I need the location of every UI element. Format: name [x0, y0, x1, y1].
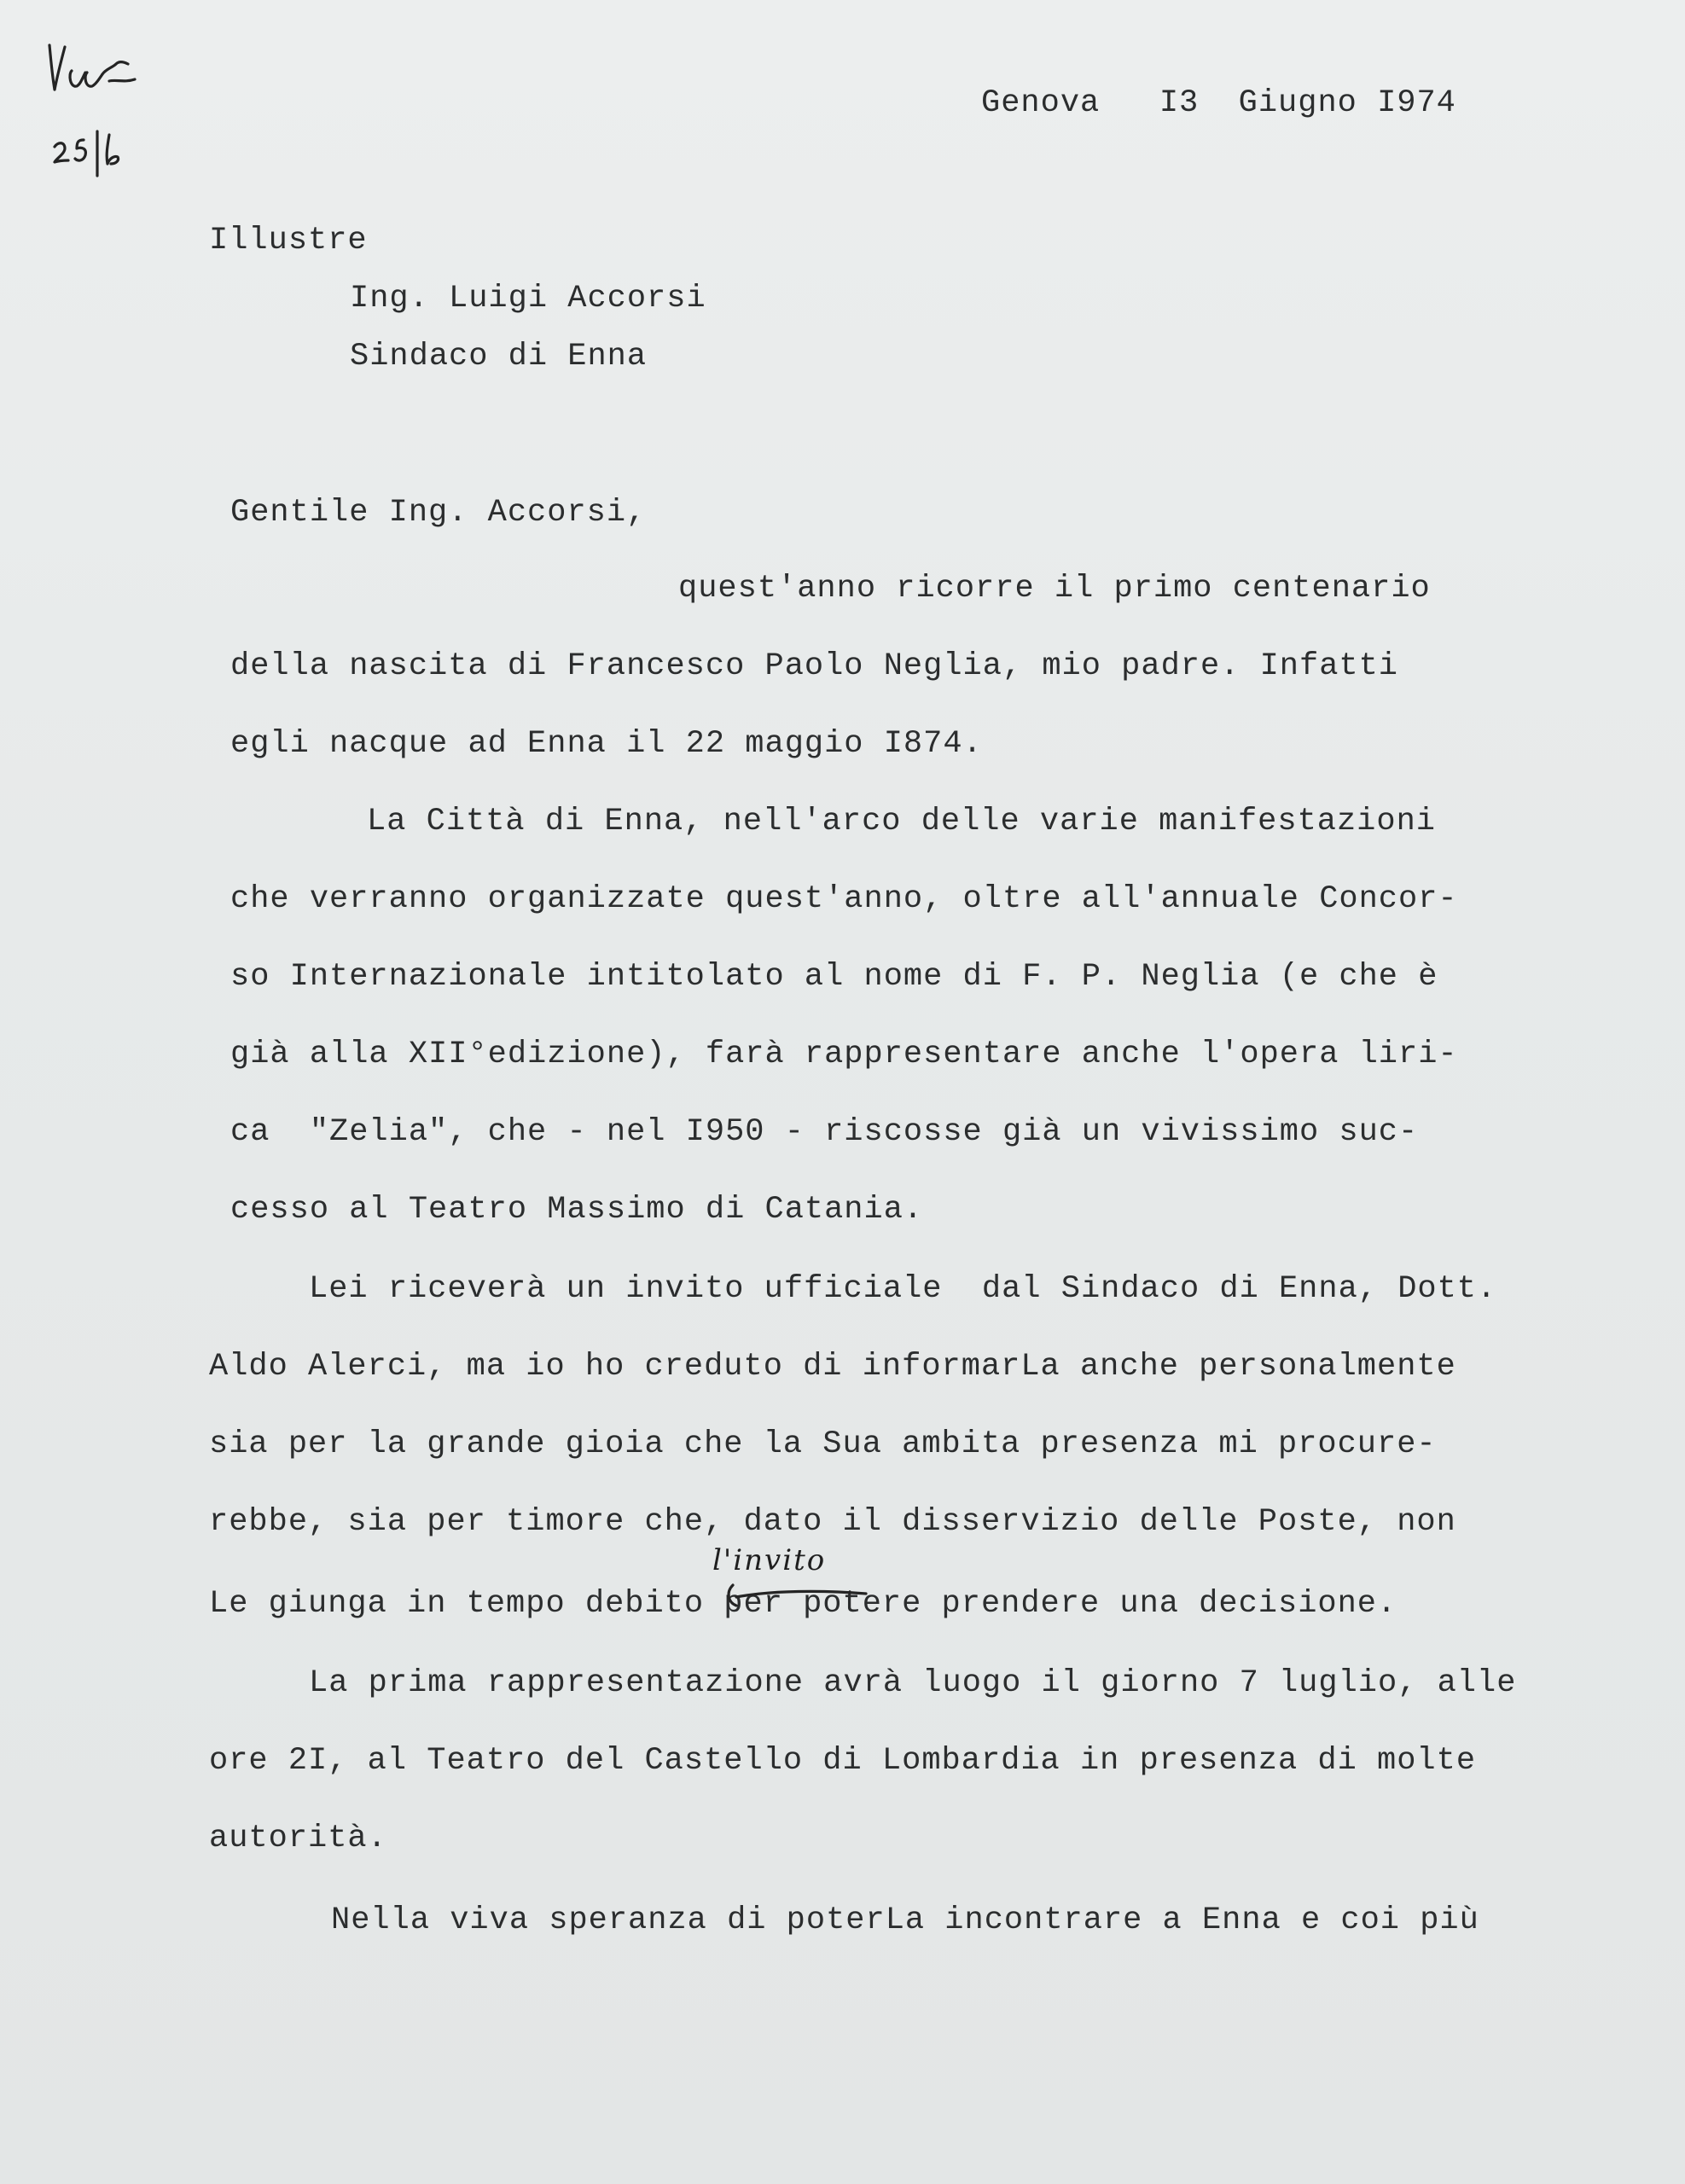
- place-date: Genova I3 Giugno I974: [981, 85, 1456, 121]
- paragraph-2-line: cesso al Teatro Massimo di Catania.: [230, 1192, 924, 1228]
- handwritten-initials: [43, 38, 154, 98]
- recipient-name: Ing. Luigi Accorsi: [350, 281, 706, 317]
- recipient-role: Sindaco di Enna: [350, 339, 648, 375]
- greeting: Gentile Ing. Accorsi,: [230, 495, 647, 531]
- paragraph-5-line: Nella viva speranza di poterLa incontrare a Enna e coi più: [331, 1902, 1479, 1938]
- paragraph-3-line: Aldo Alerci, ma io ho creduto di informarLa anche personalmente: [209, 1349, 1456, 1385]
- paragraph-3-line: rebbe, sia per timore che, dato il disservizio delle Poste, non: [209, 1504, 1456, 1540]
- paragraph-3-line: Le giunga in tempo debito per potere prendere una decisione.: [209, 1586, 1397, 1622]
- paragraph-2-line: che verranno organizzate quest'anno, oltre all'annuale Concor-: [230, 881, 1458, 917]
- paragraph-3-line: Lei riceverà un invito ufficiale dal Sindaco di Enna, Dott.: [309, 1271, 1497, 1307]
- paragraph-1-line: egli nacque ad Enna il 22 maggio I874.: [230, 726, 983, 762]
- paragraph-4-line: La prima rappresentazione avrà luogo il giorno 7 luglio, alle: [309, 1665, 1517, 1701]
- handwritten-insert: l'invito: [712, 1543, 827, 1577]
- handwritten-insert-mark: [721, 1577, 892, 1611]
- paragraph-1-line: della nascita di Francesco Paolo Neglia, mio padre. Infatti: [230, 648, 1399, 684]
- paragraph-4-line: autorità.: [209, 1821, 387, 1856]
- handwritten-date-note: [49, 128, 143, 179]
- paragraph-3-line: sia per la grande gioia che la Sua ambita presenza mi procure-: [209, 1426, 1437, 1462]
- paragraph-2-line: so Internazionale intitolato al nome di F. P. Neglia (e che è: [230, 959, 1438, 995]
- paragraph-4-line: ore 2I, al Teatro del Castello di Lombardia in presenza di molte: [209, 1743, 1477, 1779]
- paragraph-2-line: già alla XII°edizione), farà rappresentare anche l'opera liri-: [230, 1037, 1458, 1072]
- recipient-title: Illustre: [209, 223, 368, 258]
- paragraph-1-line: quest'anno ricorre il primo centenario: [678, 571, 1431, 607]
- paragraph-2-line: La Città di Enna, nell'arco delle varie manifestazioni: [367, 804, 1436, 839]
- paragraph-2-line: ca "Zelia", che - nel I950 - riscosse già un vivissimo suc-: [230, 1114, 1419, 1150]
